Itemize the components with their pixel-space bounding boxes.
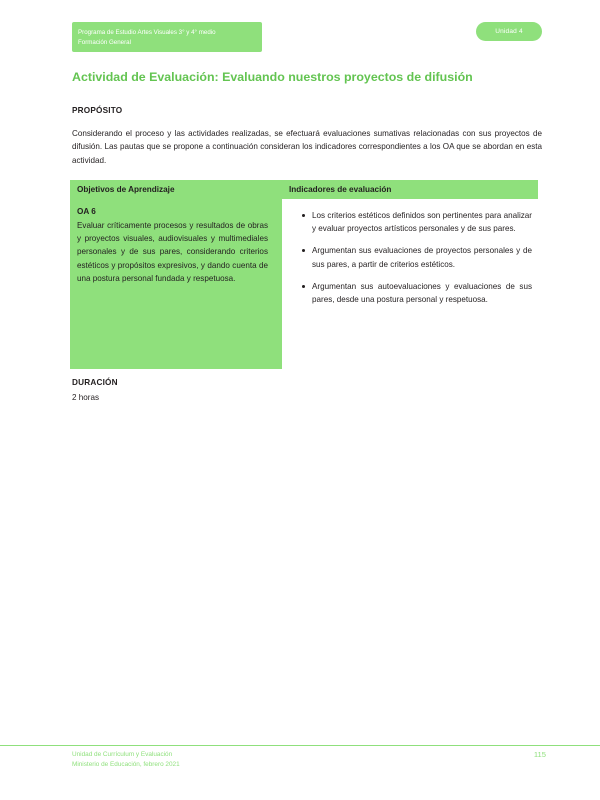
indicator-list	[288, 209, 532, 306]
unit-badge: Unidad 4	[476, 22, 542, 41]
page-number: 115	[533, 750, 546, 759]
program-header-band	[72, 22, 262, 52]
program-title-line2: Formación General	[78, 38, 131, 46]
footer-divider	[0, 745, 600, 746]
table-body-row	[70, 199, 538, 369]
duracion-heading: DURACIÓN	[72, 378, 118, 387]
page-title: Actividad de Evaluación: Evaluando nuestros proyectos de difusión	[72, 70, 473, 84]
list-item: Los criterios estéticos definidos son pertinentes para analizar y evaluar proyectos artísticos personales y de sus pares.	[302, 209, 532, 235]
oa-description: Evaluar críticamente procesos y resultados de obras y proyectos visuales, audiovisuales y multimediales personales y de sus pares, considerando criterios estéticos y propósitos expresivos, y dando cuenta de una postura personal fundada y respetuosa.	[77, 221, 268, 283]
footer-line1: Unidad de Currículum y Evaluación	[72, 751, 173, 758]
cell-objetivos	[70, 199, 282, 369]
column-header-objetivos: Objetivos de Aprendizaje	[77, 185, 175, 194]
proposito-heading: PROPÓSITO	[72, 106, 123, 115]
footer-line2: Ministerio de Educación, febrero 2021	[72, 761, 180, 768]
column-header-indicadores: Indicadores de evaluación	[289, 185, 392, 194]
list-item: Argumentan sus autoevaluaciones y evaluaciones de sus pares, desde una postura personal y respetuosa.	[302, 280, 532, 306]
program-title-line1: Programa de Estudio Artes Visuales 3° y 4° medio	[78, 29, 216, 36]
cell-indicadores	[282, 199, 538, 369]
oa-code: OA 6	[77, 207, 96, 216]
proposito-paragraph: Considerando el proceso y las actividades realizadas, se efectuará evaluaciones sumativas relacionadas con sus proyectos de difusión. Las pautas que se propone a continuación consideran los indicadores correspondientes a los OA que se abordan en esta actividad.	[72, 129, 542, 165]
objectives-table	[70, 180, 538, 369]
footer-text	[72, 750, 180, 770]
duracion-value: 2 horas	[72, 393, 99, 402]
list-item: Argumentan sus evaluaciones de proyectos personales y de sus pares, a partir de criterios estéticos.	[302, 244, 532, 270]
table-header-row	[70, 180, 538, 199]
